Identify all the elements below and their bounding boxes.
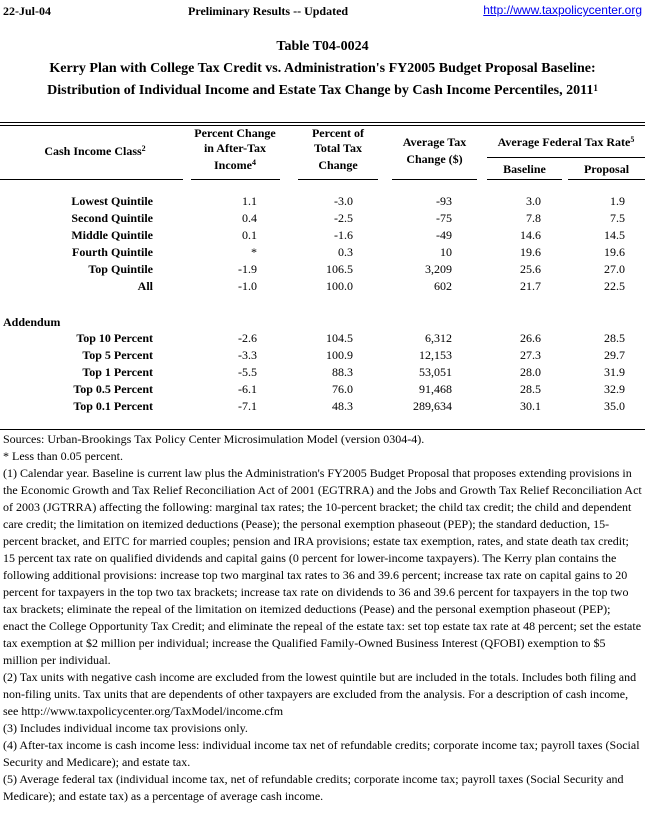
col-header-avg-change xyxy=(392,135,477,167)
cell-avg-change: 10 xyxy=(440,245,452,259)
cell-proposal: 35.0 xyxy=(604,399,625,413)
table-row xyxy=(0,194,645,211)
footnote-ref: 2 xyxy=(141,144,146,153)
table-id: Table T04-0024 xyxy=(276,39,369,54)
footnote-1: (1) Calendar year. Baseline is current law plus the Administration's FY2005 Budget Proposal that proposes extending provisions in the Economic Growth and Tax Relief Reconciliation Act of 2001 (EGTRRA) and the Jobs and Growth Tax Relief Reconciliation Act of 2003 (JGTRRA) affecting the following: marginal tax rates; the 10-percent bracket; the child tax credit; the child and dependent care credit; the limitation on itemized deductions (Pease); the personal exemption phaseout (PEP); the standard deduction, 15-percent bracket, and EITC for married couples; pension and IRA provisions; estate tax exemption, rates, and state death tax credit; 15 percent tax rate on qualified dividends and capital gains (0 percent for lower-income taxpayers). The Kerry plan contains the following additional provisions: increase top two marginal tax rates to 36 and 39.6 percent; increase tax rate on capital gains to 20 percent for taxpayers in the top two tax brackets; increase tax rate on dividends to 36 and 39.6 percent for taxpayers in the top two tax brackets; eliminate the repeal of the limitation on itemized deductions (Pease) and the personal exemption phaseout (PEP); xyxy=(3,466,642,616)
cell-proposal: 29.7 xyxy=(604,348,625,362)
footnote-4: (4) After-tax income is cash income less: individual income tax net of refundable credits; corporate income tax; payroll taxes (Social Security and Medicare); and estate tax. xyxy=(3,738,640,769)
cell-baseline: 21.7 xyxy=(520,279,541,293)
cell-pct-change: -1.9 xyxy=(238,262,257,276)
cell-pct-total: -2.5 xyxy=(334,211,353,225)
col-rule xyxy=(0,179,183,180)
table-row xyxy=(0,399,645,416)
cell-pct-change: 0.1 xyxy=(242,228,257,242)
title-line-2-text: Distribution of Individual Income and Estate Tax Change by Cash Income Percentiles, 2011 xyxy=(47,83,594,98)
cell-baseline: 3.0 xyxy=(526,194,541,208)
col-header-baseline: Baseline xyxy=(503,162,546,176)
cell-proposal: 19.6 xyxy=(604,245,625,259)
cell-pct-change: -2.6 xyxy=(238,331,257,345)
row-label: Lowest Quintile xyxy=(71,194,153,208)
col-header-pct-total xyxy=(298,126,378,173)
cell-pct-change: * xyxy=(251,245,257,259)
footnote-ref: 1 xyxy=(593,83,598,93)
cell-avg-change: -49 xyxy=(436,228,452,242)
row-label: Fourth Quintile xyxy=(71,245,153,259)
footnote-3: (3) Includes individual income tax provisions only. xyxy=(3,721,248,735)
cell-proposal: 1.9 xyxy=(610,194,625,208)
footnote-2: (2) Tax units with negative cash income are excluded from the lowest quintile but are included in the totals. Includes both filing and non-filing units. Tax units that are dependents of other taxpayers are excluded from the analysis. For a description of cash income, see http://www.taxpolicycenter.org/TaxModel/income.cfm xyxy=(3,670,637,718)
cell-pct-change: -1.0 xyxy=(238,279,257,293)
footnote-ref: 4 xyxy=(252,158,256,167)
table-row xyxy=(0,365,645,382)
col-header-text: in After-Tax xyxy=(203,141,267,155)
cell-proposal: 7.5 xyxy=(610,211,625,225)
table-row xyxy=(0,211,645,228)
col-rule xyxy=(487,157,645,158)
cell-pct-change: -5.5 xyxy=(238,365,257,379)
col-rule xyxy=(568,179,645,180)
cell-pct-change: -6.1 xyxy=(238,382,257,396)
asterisk-note: * Less than 0.05 percent. xyxy=(3,449,123,463)
table-row xyxy=(0,262,645,279)
col-header-text: Income xyxy=(214,158,252,172)
row-label: Top Quintile xyxy=(88,262,153,276)
table-row xyxy=(0,279,645,296)
cell-baseline: 7.8 xyxy=(526,211,541,225)
col-header-rate-group xyxy=(487,135,645,150)
table-row xyxy=(0,228,645,245)
col-header-proposal: Proposal xyxy=(583,162,630,176)
cell-proposal: 32.9 xyxy=(604,382,625,396)
row-label: Top 0.1 Percent xyxy=(73,399,153,413)
cell-proposal: 27.0 xyxy=(604,262,625,276)
cell-pct-total: 100.9 xyxy=(326,348,353,362)
table-title xyxy=(0,36,645,102)
cell-pct-total: 48.3 xyxy=(332,399,353,413)
cell-pct-change: -7.1 xyxy=(238,399,257,413)
col-header-pct-change xyxy=(190,126,280,173)
col-rule xyxy=(191,179,280,180)
cell-pct-total: -3.0 xyxy=(334,194,353,208)
cell-proposal: 28.5 xyxy=(604,331,625,345)
cell-baseline: 14.6 xyxy=(520,228,541,242)
col-header-class-text: Cash Income Class xyxy=(44,144,142,158)
cell-pct-change: 1.1 xyxy=(242,194,257,208)
cell-pct-total: 76.0 xyxy=(332,382,353,396)
cell-baseline: 26.6 xyxy=(520,331,541,345)
row-label: Top 5 Percent xyxy=(82,348,153,362)
cell-pct-total: 104.5 xyxy=(326,331,353,345)
cell-pct-change: 0.4 xyxy=(242,211,257,225)
date-label: 22-Jul-04 xyxy=(3,4,51,18)
cell-proposal: 31.9 xyxy=(604,365,625,379)
cell-baseline: 27.3 xyxy=(520,348,541,362)
cell-pct-total: -1.6 xyxy=(334,228,353,242)
row-label: Top 0.5 Percent xyxy=(73,382,153,396)
col-header-text: Total Tax xyxy=(314,141,362,155)
cell-pct-total: 0.3 xyxy=(338,245,353,259)
col-header-text: Change ($) xyxy=(406,152,463,166)
row-label: Second Quintile xyxy=(71,211,153,225)
cell-avg-change: 3,209 xyxy=(425,262,452,276)
footnotes xyxy=(3,431,643,805)
footnote-5: (5) Average federal tax (individual income tax, net of refundable credits; corporate income tax; payroll taxes (Social Security and Medicare); and estate tax) as a percentage of average cash income. xyxy=(3,772,624,803)
cell-avg-change: 12,153 xyxy=(419,348,452,362)
col-header-text: Percent of xyxy=(311,126,365,140)
cell-avg-change: 602 xyxy=(434,279,452,293)
title-line-1: Kerry Plan with College Tax Credit vs. Administration's FY2005 Budget Proposal Baseline: xyxy=(49,61,596,76)
cell-pct-total: 100.0 xyxy=(326,279,353,293)
row-label: Top 1 Percent xyxy=(82,365,153,379)
table-row xyxy=(0,348,645,365)
cell-baseline: 25.6 xyxy=(520,262,541,276)
col-header-text: Change xyxy=(318,158,358,172)
cell-avg-change: 6,312 xyxy=(425,331,452,345)
cell-baseline: 19.6 xyxy=(520,245,541,259)
cell-baseline: 30.1 xyxy=(520,399,541,413)
table-row xyxy=(0,245,645,262)
col-header-text: Average Tax xyxy=(402,135,467,149)
tpc-link[interactable]: http://www.taxpolicycenter.org xyxy=(483,3,642,17)
cell-avg-change: 289,634 xyxy=(413,399,452,413)
row-label: Top 10 Percent xyxy=(76,331,153,345)
cell-pct-total: 88.3 xyxy=(332,365,353,379)
cell-avg-change: 91,468 xyxy=(419,382,452,396)
title-line-2 xyxy=(0,80,645,102)
footnote-ref: 5 xyxy=(630,135,635,144)
col-rule xyxy=(298,179,378,180)
col-header-text: Average Federal Tax Rate xyxy=(497,135,631,149)
table-row xyxy=(0,382,645,399)
page-header xyxy=(0,0,645,20)
col-rule xyxy=(392,179,477,180)
col-rule xyxy=(487,179,562,180)
row-label: All xyxy=(137,279,153,293)
table-row xyxy=(0,331,645,348)
cell-pct-change: -3.3 xyxy=(238,348,257,362)
cell-baseline: 28.0 xyxy=(520,365,541,379)
cell-avg-change: 53,051 xyxy=(419,365,452,379)
cell-pct-total: 106.5 xyxy=(326,262,353,276)
status-label: Preliminary Results -- Updated xyxy=(188,4,349,18)
col-header-class xyxy=(20,144,170,159)
cell-proposal: 14.5 xyxy=(604,228,625,242)
col-header-text: Percent Change xyxy=(194,126,276,140)
cell-baseline: 28.5 xyxy=(520,382,541,396)
cell-avg-change: -93 xyxy=(436,194,452,208)
table-bottom-rule xyxy=(0,429,645,430)
cell-avg-change: -75 xyxy=(436,211,452,225)
addendum-label: Addendum xyxy=(3,315,61,329)
row-label: Middle Quintile xyxy=(71,228,153,242)
cell-proposal: 22.5 xyxy=(604,279,625,293)
sources-note: Sources: Urban-Brookings Tax Policy Center Microsimulation Model (version 0304-4). xyxy=(3,432,425,446)
footnote-1-cont: enact the College Opportunity Tax Credit; and eliminate the repeal of the estate tax: set top estate tax rate at 48 percent; set the estate tax exemption at $2 million per individual; increase the Qualified Family-Owned Business Interest (QFOBI) exemption to $5 million per individual. xyxy=(3,619,642,667)
